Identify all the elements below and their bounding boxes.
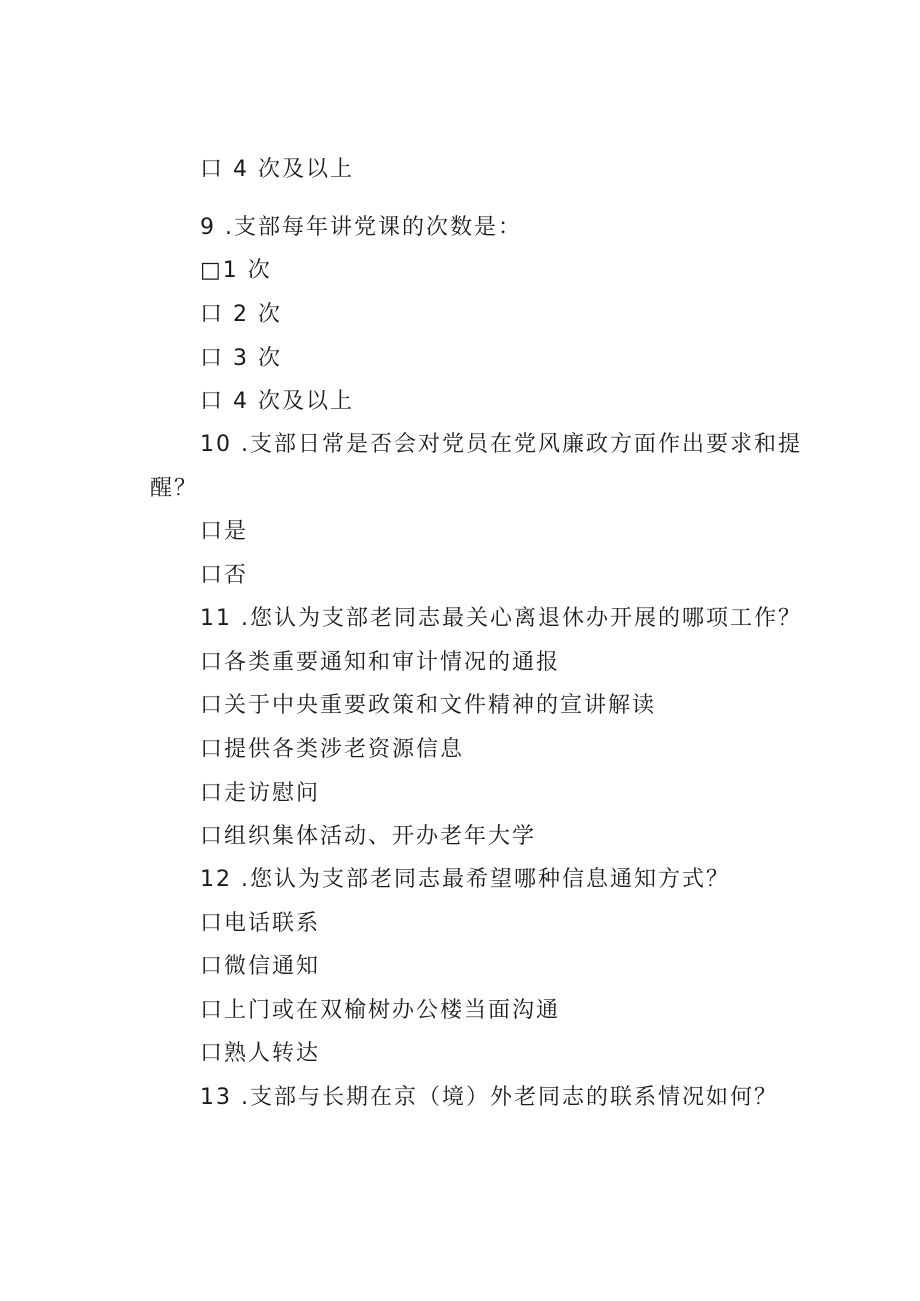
option-q11-e: 口组织集体活动、开办老年大学 xyxy=(200,824,537,849)
option-q10-yes: 口是 xyxy=(200,519,249,544)
option-q9-2: 口 2 次 xyxy=(200,302,282,327)
option-q8-4-or-more: 口 4 次及以上 xyxy=(200,157,354,182)
option-q11-c: 口提供各类涉老资源信息 xyxy=(200,737,465,762)
option-q9-4-or-more: 口 4 次及以上 xyxy=(200,389,354,414)
question-13: 13 .支部与长期在京（境）外老同志的联系情况如何？ xyxy=(200,1085,778,1110)
question-12: 12 .您认为支部老同志最希望哪种信息通知方式？ xyxy=(200,867,730,892)
question-9: 9 .支部每年讲党课的次数是： xyxy=(200,215,522,240)
option-q12-b: 口微信通知 xyxy=(200,954,321,979)
option-q11-d: 口走访慰问 xyxy=(200,781,321,806)
question-10: 10 .支部日常是否会对党员在党风廉政方面作出要求和提 xyxy=(200,432,802,457)
question-10-continued: 醒？ xyxy=(150,476,199,501)
question-11: 11 .您认为支部老同志最关心离退休办开展的哪项工作？ xyxy=(200,606,802,631)
option-q11-a: 口各类重要通知和审计情况的通报 xyxy=(200,650,561,675)
option-q12-c: 口上门或在双榆树办公楼当面沟通 xyxy=(200,998,561,1023)
option-q10-no: 口否 xyxy=(200,563,249,588)
option-q12-a: 口电话联系 xyxy=(200,911,321,936)
option-q11-b: 口关于中央重要政策和文件精神的宣讲解读 xyxy=(200,693,657,718)
option-q9-1: □1 次 xyxy=(200,258,272,283)
option-q9-3: 口 3 次 xyxy=(200,346,282,371)
option-q12-d: 口熟人转达 xyxy=(200,1041,321,1066)
